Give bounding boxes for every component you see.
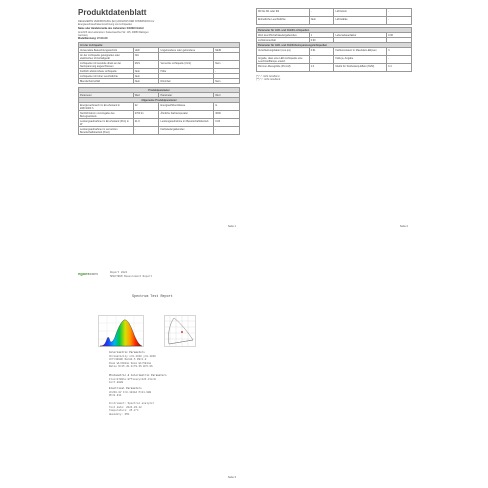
table-row [79,103,240,111]
parameter-cell [159,53,214,61]
value-cell: Nein [214,61,240,69]
footnote: (*) "-": nicht zutreffend [256,75,280,78]
value-cell: Nein [133,69,159,74]
value-cell: - [387,56,412,64]
value-cell: - [133,127,159,135]
value-cell: G [214,103,240,111]
section-heading: Electrical Parameters [109,387,142,390]
table-row [257,56,412,64]
header-line: Report 2024 [110,271,128,274]
parameter-cell: Verschiebungsfaktor (cos φ1) [257,48,310,56]
parameter-cell: Blendschutzschild [79,79,134,84]
value-cell: Nein [214,79,240,84]
parameter-cell: Verwendete Beleuchtungstechnik [79,48,134,53]
value-cell: - [309,56,334,64]
directional-table [256,8,412,25]
footnote: (**) "-": nicht zutreffend [256,78,281,82]
parameter-cell: Nutzlichtstrom und Angabe des Bezugswinkels [79,111,134,119]
table-row [79,111,240,119]
logo-suffix: com [89,271,98,276]
measurement-point [181,331,183,333]
value-line: Ratio R=15.4% G=79.6% B=5.0% [109,365,153,369]
value-cell: 0.90 [309,38,334,43]
value-cell: 1.0 [309,64,334,72]
test-info-block [109,402,154,416]
datasheet-page-1 [78,8,240,230]
value-line: Fe=7.802W [109,381,124,385]
value-cell: 3 [387,48,412,56]
address-line: Germany [78,33,88,37]
parameter-cell: Leistungsaufnahme im Ein-Zustand (Pon) in W [79,119,134,127]
value-cell: 1 [309,33,334,38]
column-header: Parameter [159,93,214,98]
section-heading: Allgemeine Produktparameter [79,98,240,103]
table-row [257,9,412,17]
value-cell: - [214,127,240,135]
section-heading: Produktparameter [79,88,240,93]
value-cell: Nein [133,79,159,84]
parameter-cell: Wert des R9-Farbwiedergabeindex [257,33,310,38]
info-line: Humidity: 65% [109,412,130,416]
parameter-cell: Lichtquelle mit Gewinde direkt an der Netzspannung angeschlossen [79,61,134,69]
column-header: Parameter [79,93,134,98]
section-heading: Art der Lichtquelle: [79,43,240,48]
value-cell: 21.9 [133,119,159,127]
parameter-cell: Dimmbar [159,79,214,84]
parameter-table [78,87,240,135]
parameter-cell: Leistungsaufnahme im Bereitschaftsbetrieb [159,119,214,127]
spectrum-chart [98,315,144,347]
parameter-cell: Φ0 bis Φ1 oder Φ2 [257,9,310,17]
parameter-cell: Lichtquelle mit hoher Leuchtdichte [79,74,134,79]
value-cell: - [387,9,412,17]
cie-chromaticity-chart [164,315,196,347]
parameter-cell: Leistungsaufnahme im vernetzten Bereitschaftsbetrieb (Pnet) [79,127,134,135]
parameter-cell: Lebensdauerfaktor [334,33,387,38]
supplier-line: Name oder Handelsmarke des Lieferanten: EGOEX GmbH [78,27,144,31]
section-heading: Parameter für LED- und OLED-Lichtquellen [257,28,412,33]
parameter-cell: An der Lichtquelle gekoppeltes oder elektrisches Vorschaltgerät [79,53,134,61]
header-line: SPECTRUM Measurement Report [110,274,153,278]
value-cell: Nein [309,17,334,25]
table-row [79,61,240,69]
parameter-cell: Lichtstärke [334,17,387,25]
parameter-cell: Ähnliche Farbtemperatur [159,111,214,119]
report-title: Spectrum Test Report [132,295,173,299]
table-row [257,17,412,25]
value-line: U=230.0V I=0.1044A P=21.90W [109,390,152,394]
page-number: Seite 3 [227,476,236,479]
page-number: Seite 2 [399,225,408,228]
value-line: Flux=2700lm Efficacy=123.3lm/W [109,377,156,381]
table-row [257,64,412,72]
parameter-cell: Energieverbrauch im Ein-Zustand in kWh/1000 h [79,103,134,111]
table-row [79,53,240,61]
table-row [79,119,240,127]
logo-text: egoex [78,271,90,276]
value-line: Chromaticity x=0.4340 y=0.4030 [109,354,156,358]
parameter-cell: Flimmer-Messgröße (Pst LM) [257,64,310,72]
photometric-block [109,374,167,385]
table-row [79,79,240,84]
table-row [257,48,412,56]
value-cell: 2700 lm [133,111,159,119]
parameter-cell: Ungebundene oder gebundene [159,48,214,53]
value-cell: 0.90 [387,33,412,38]
parameter-cell: Lichtstromerhalt [257,38,310,43]
electrical-block [109,387,151,398]
intro-line: Energieverbrauchskennzeichnung von Lichtquellen [78,23,133,27]
column-header: Wert [214,93,240,98]
parameter-cell: Lichtstrom [334,9,387,17]
value-cell: 0.91 [309,48,334,56]
info-line: Instrument: Spectral analyzer [109,402,155,405]
value-cell: NEIN [214,48,240,53]
intro-line: DELEGIERTE VERORDNUNG (EU) 2019/2015 DER KOMMISSION zur [78,20,155,23]
value-cell: N/A [133,53,159,61]
grid [165,316,195,346]
parameter-cell: Einheitliche Leuchtdichte [257,17,310,25]
value-cell: MLS [133,61,159,69]
page-title: Produktdatenblatt [78,8,147,17]
spectrum-report-page [78,262,240,480]
value-cell: 3000 [214,111,240,119]
parameter-cell: Farblich abstimmbare Lichtquelle [79,69,134,74]
column-header: Wert [133,93,159,98]
info-line: Temperature: 25.0°C [109,409,139,413]
value-cell: - [387,17,412,25]
parameter-cell: Hülle [159,69,214,74]
colorimetric-block [109,351,156,369]
parameter-cell: Vernetzte Lichtquelle (CLS) [159,61,214,69]
report-header [110,271,152,278]
value-cell: 22 [133,103,159,111]
value-cell [214,53,240,61]
spectral-power-curve [100,320,142,346]
model-line: Modellkennung: LT-XX-XX [78,37,108,41]
value-cell: - [214,69,240,74]
value-line: PF=0.911 [109,394,122,398]
light-source-table [78,42,240,84]
value-cell: LED [133,48,159,53]
section-heading: Colorimetric Parameters [109,351,145,354]
value-line: Peak WL=602nm Domi WL=584nm [109,361,152,365]
led-parameter-table [256,27,412,72]
address-line: Anschrift des Lieferanten: Kaiserswerther Str. 115, 40880 Ratingen [78,30,149,34]
section-heading: Parameter für LED- und OLED-Netzspannungslichtquellen [257,43,412,48]
datasheet-page-2 [256,8,412,230]
value-cell: - [309,9,334,17]
purple-line [169,340,193,344]
section-heading: Photometric & Colorimetric Parameters [109,374,167,377]
value-cell: 0.4 [387,64,412,72]
parameter-cell: Farbwiedergabeindex [159,127,214,135]
value-cell: 0.00 [214,119,240,127]
parameter-cell: Farbkonsistenz in MacAdam-Ellipsen [334,48,387,56]
parameter-cell: Angabe, dass eine LED-Lichtquelle eine Leuchtstofflampe ersetzt [257,56,310,64]
page-number: Seite 1 [227,225,236,228]
value-line: CCT=3000K Ra=80.5 R9=1.0 [109,358,147,362]
parameter-cell: Energieeffizienzklasse [159,103,214,111]
spectral-locus [168,318,193,344]
value-cell: Nein [133,74,159,79]
parameter-cell: Metrik für Stroboskop-Effekt (SVM) [334,64,387,72]
info-line: Test date: 2024-03-12 [109,405,142,409]
parameter-cell: Falls ja, Angabe [334,56,387,64]
company-logo [78,271,98,276]
table-row [79,127,240,135]
